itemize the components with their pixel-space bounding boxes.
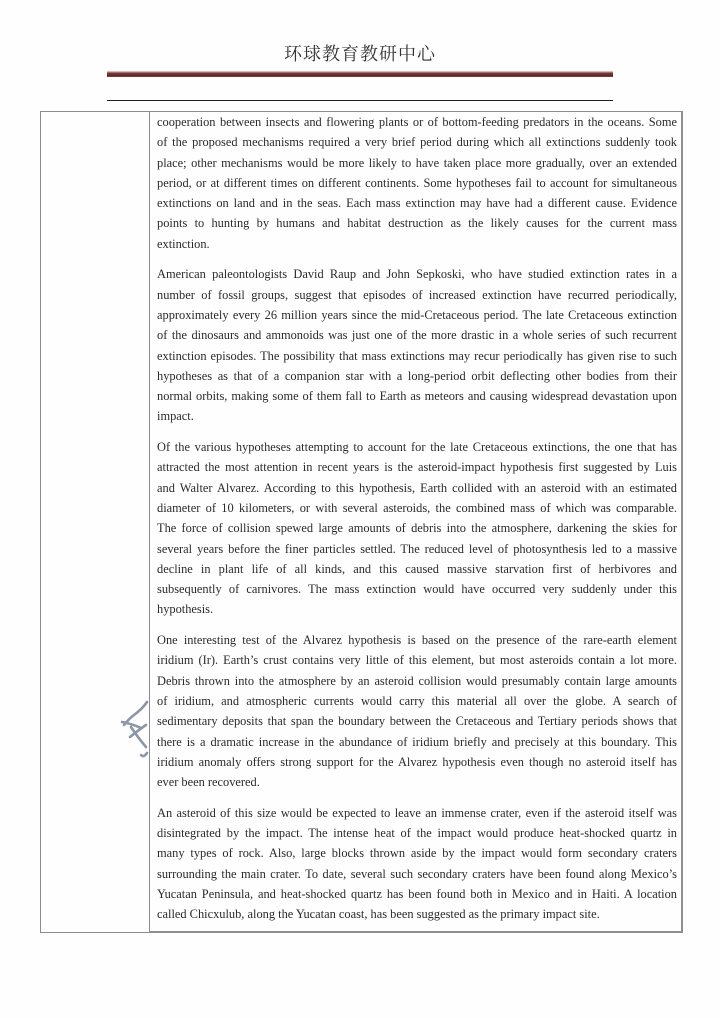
text-line: there is a dramatic increase in the abundance of iridium briefly and precisely at this boundary. This [157,734,677,749]
text-line-row [157,366,677,386]
text-line: iridium anomaly offers strong support for the Alvarez hypothesis even though no asteroid itself has [157,754,677,769]
paragraph [157,803,677,925]
paragraph [157,437,677,620]
text-line: attracted the most attention in recent years is the asteroid-impact hypothesis first suggested by Luis [157,460,677,475]
text-line-row [157,884,677,904]
text-line: Of the various hypotheses attempting to account for the late Cretaceous extinctions, the one that has [157,440,677,455]
header-title: 环球教育教研中心 [284,44,436,65]
text-line-row [157,346,677,366]
text-line: iridium (Ir). Earth’s crust contains very little of this element, but most asteroids contain a lot more. [157,653,677,668]
text-line: impact. [157,409,194,424]
text-line: hypotheses as that of a companion star with a long-period orbit deflecting other bodies from their [157,368,677,383]
text-line-row [157,823,677,843]
text-line: The force of collision spewed large amounts of debris into the atmosphere, darkening the skies for [157,521,677,536]
text-line-row [157,518,677,538]
handwritten-mark-icon [116,698,156,762]
text-line-row [157,711,677,731]
text-line: of the proposed mechanisms required a very brief period during which all extinctions suddenly took [157,135,677,150]
text-line-row [157,599,677,619]
text-line-row [157,752,677,772]
text-line: ever been recovered. [157,775,260,790]
text-line-row [157,732,677,752]
text-line-row [157,193,677,213]
text-line: period, or at different times on different continents. Some hypotheses fail to account for simultaneous [157,175,677,190]
text-line-row [157,386,677,406]
text-line: sedimentary deposits that span the boundary between the Cretaceous and Tertiary periods shows that [157,714,677,729]
text-line-row [157,457,677,477]
text-line: Yucatan Peninsula, and heat-shocked quartz has been found both in Mexico and in Haiti. A location [157,886,677,901]
text-line: number of fossil groups, suggest that episodes of increased extinction have recurred periodically, [157,287,677,302]
text-line: approximately every 26 million years since the mid-Cretaceous period. The late Cretaceous extinction [157,307,677,322]
paragraph [157,112,677,254]
text-line: disintegrated by the impact. The intense heat of the impact would produce heat-shocked quartz in [157,825,677,840]
header-rule-thick [107,71,613,77]
content-table [40,111,683,933]
text-line: and Walter Alvarez. According to this hypothesis, Earth collided with an asteroid with an estimated [157,480,677,495]
text-line: extinction. [157,236,210,251]
text-line: many types of rock. Also, large blocks thrown aside by the impact would form secondary craters [157,846,677,861]
text-line: several years before the finer particles settled. The reduced level of photosynthesis led to a massive [157,541,677,556]
text-line-row [157,630,677,650]
paragraph [157,264,677,426]
passage-cell [150,112,683,933]
text-line-row [157,437,677,457]
text-line: One interesting test of the Alvarez hypothesis is based on the presence of the rare-earth element [157,633,677,648]
mark-stroke [141,753,147,756]
text-line: cooperation between insects and flowering plants or of bottom-feeding predators in the oceans. Some [157,115,677,129]
paragraph [157,630,677,792]
text-line-row [157,132,677,152]
text-line: extinction episodes. The possibility that mass extinctions may recur periodically has given rise to such [157,348,677,363]
text-line-row [157,173,677,193]
text-line: called Chicxulub, along the Yucatan coast, has been suggested as the primary impact site. [157,907,600,922]
text-line-row [157,904,677,924]
content-row [41,112,683,933]
mark-stroke [124,702,147,725]
text-line-row [157,864,677,884]
text-line: normal orbits, making some of them fall to Earth as meteors and causing widespread devastation upon [157,389,677,404]
text-line: of iridium, and atmospheric currents would carry this material all over the globe. A search of [157,693,677,708]
text-line: decline in plant life of all kinds, and this caused massive starvation first of herbivores and [157,561,677,576]
text-line: hypothesis. [157,602,214,617]
reading-passage [157,112,677,924]
text-line: place; other mechanisms would be more likely to have taken place more gradually, over an extended [157,155,677,170]
text-line: points to hunting by humans and habitat destruction as the likely causes for the current mass [157,216,677,231]
text-line: of the dinosaurs and ammonoids was just one of the more drastic in a whole series of such recurrent [157,328,677,343]
text-line-row [157,153,677,173]
text-line-row [157,112,677,132]
text-line-row [157,478,677,498]
text-line: subsequently of carnivores. The mass extinction would have occurred very suddenly under this [157,582,677,597]
text-line-row [157,285,677,305]
text-line-row [157,772,677,792]
text-line-row [157,843,677,863]
text-line-row [157,264,677,284]
text-line: extinctions on land and in the seas. Each mass extinction may have had a different cause. Evidence [157,196,677,211]
text-line: American paleontologists David Raup and John Sepkoski, who have studied extinction rates in a [157,267,677,282]
text-line-row [157,559,677,579]
text-line-row [157,803,677,823]
text-line: Debris thrown into the atmosphere by an asteroid collision would presumably contain large amounts [157,673,677,688]
text-line-row [157,213,677,233]
text-line-row [157,234,677,254]
text-line-row [157,539,677,559]
text-line-row [157,691,677,711]
text-line-row [157,305,677,325]
left-margin-cell [41,112,150,933]
text-line: An asteroid of this size would be expected to leave an immense crater, even if the asteroid itself was [157,805,677,820]
text-line-row [157,498,677,518]
text-line-row [157,406,677,426]
header-rule-thin [107,100,613,101]
text-line-row [157,671,677,691]
text-line-row [157,325,677,345]
text-line: diameter of 10 kilometers, or with several asteroids, the combined mass of which was comparable. [157,500,677,515]
text-line: surrounding the main crater. To date, several such secondary craters have been found along Mexico’s [157,866,677,881]
text-line-row [157,579,677,599]
text-line-row [157,650,677,670]
